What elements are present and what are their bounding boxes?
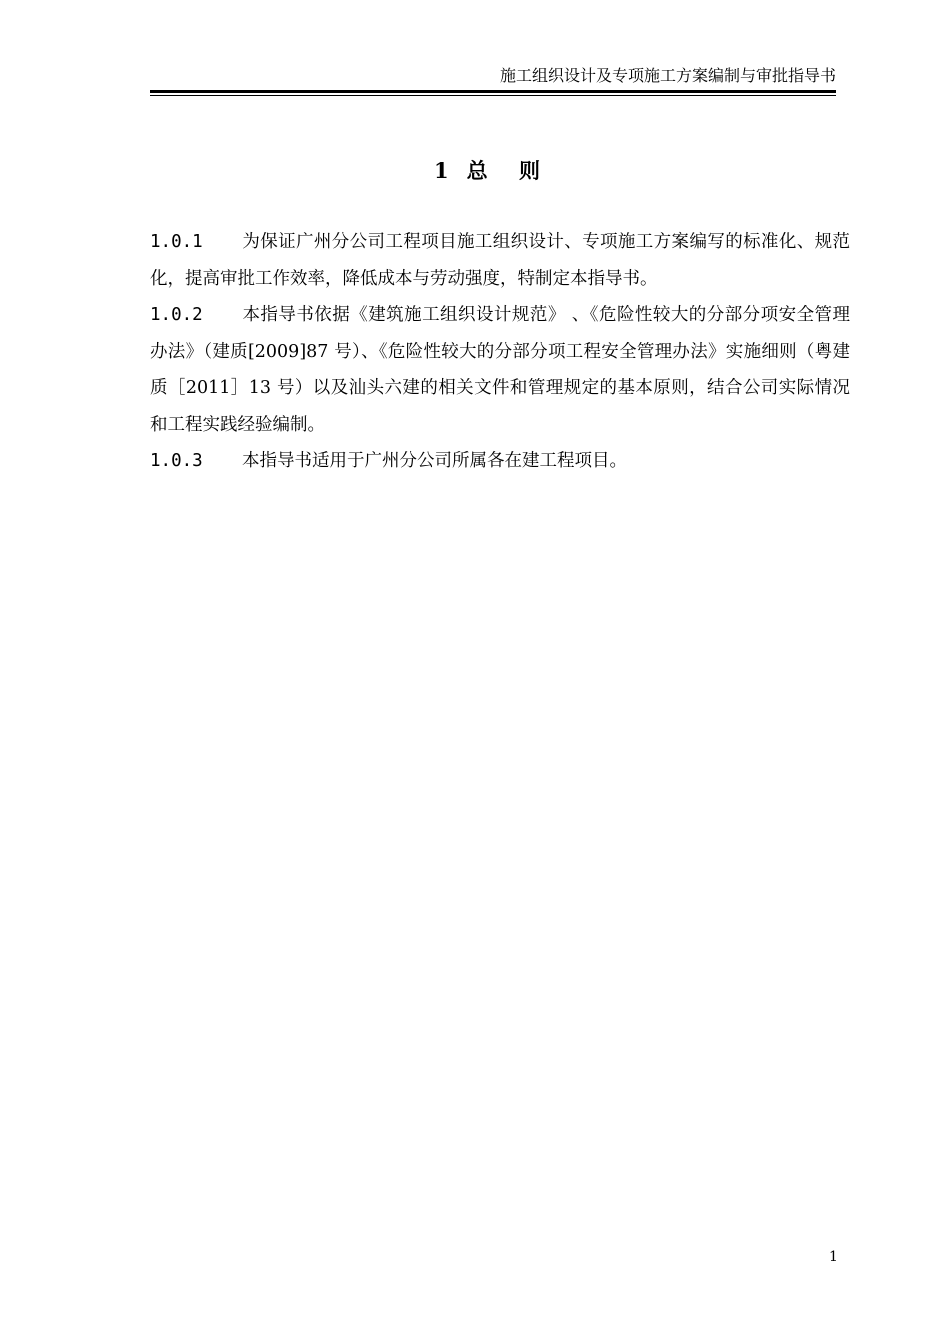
chapter-number: 1 [434, 158, 449, 183]
page-header [150, 66, 836, 96]
clause-text: 为保证广州分公司工程项目施工组织设计、专项施工方案编写的标准化、规范化，提高审批工作效率，降低成本与劳动强度，特制定本指导书。 [150, 232, 850, 289]
clause-1-0-2 [150, 297, 850, 443]
chapter-title: 总 则 [466, 158, 552, 183]
clause-text: 本指导书适用于广州分公司所属各在建工程项目。 [242, 451, 627, 471]
clause-text: 本指导书依据《建筑施工组织设计规范》 、《危险性较大的分部分项安全管理办法》（建质[2009]87 号）、《危险性较大的分部分项工程安全管理办法》实施细则（粤建质［2011］13 号）以及汕头六建的相关文件和管理规定的基本原则，结合公司实际情况和工程实践经验编制。 [150, 305, 850, 435]
header-rule-thin [150, 95, 836, 96]
clause-1-0-1 [150, 224, 850, 297]
clause-1-0-3 [150, 443, 850, 480]
header-rule-thick [150, 90, 836, 93]
clause-number: 1.0.1 [150, 232, 203, 252]
clause-number: 1.0.2 [150, 305, 203, 325]
chapter-heading [150, 156, 836, 186]
clause-number: 1.0.3 [150, 451, 203, 471]
header-title: 施工组织设计及专项施工方案编制与审批指导书 [499, 66, 836, 85]
page-number: 1 [829, 1249, 838, 1265]
document-body [150, 224, 850, 480]
